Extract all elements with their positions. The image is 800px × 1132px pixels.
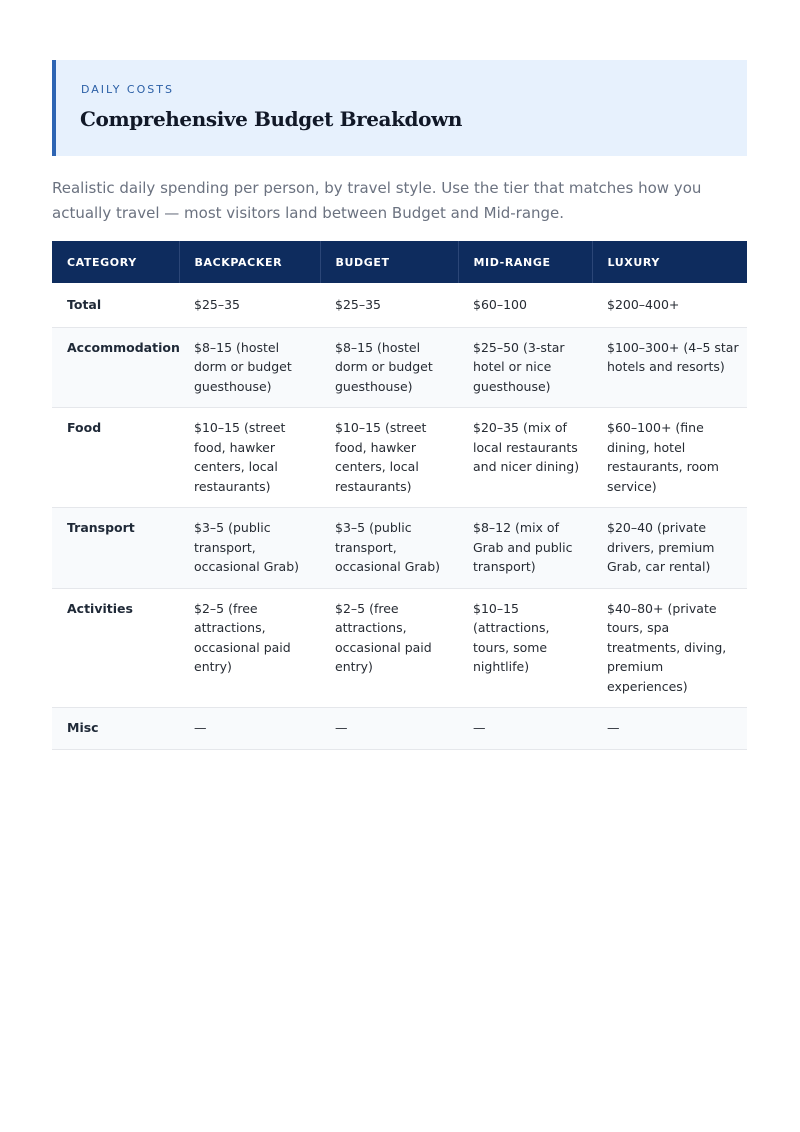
section-title: Comprehensive Budget Breakdown [80, 107, 463, 131]
header-category: CATEGORY [52, 241, 179, 283]
cell-budget: — [320, 708, 458, 750]
table-header [52, 241, 747, 283]
row-category: Food [52, 408, 179, 508]
cell-backpacker: $3–5 (public transport, occasional Grab) [179, 508, 320, 589]
cell-budget: $2–5 (free attractions, occasional paid entry) [320, 588, 458, 708]
cell-luxury: $20–40 (private drivers, premium Grab, car rental) [592, 508, 747, 589]
row-category: Activities [52, 588, 179, 708]
row-category: Transport [52, 508, 179, 589]
budget-table [52, 241, 747, 750]
table-row [52, 327, 747, 408]
table-body [52, 283, 747, 749]
header-luxury: LUXURY [592, 241, 747, 283]
cell-backpacker: — [179, 708, 320, 750]
header-mid-range: MID-RANGE [458, 241, 592, 283]
header-budget: BUDGET [320, 241, 458, 283]
cell-budget: $10–15 (street food, hawker centers, local restaurants) [320, 408, 458, 508]
row-category: Misc [52, 708, 179, 750]
cell-mid-range: $25–50 (3-star hotel or nice guesthouse) [458, 327, 592, 408]
table-row [52, 588, 747, 708]
cell-backpacker: $8–15 (hostel dorm or budget guesthouse) [179, 327, 320, 408]
cell-budget: $3–5 (public transport, occasional Grab) [320, 508, 458, 589]
cell-luxury: $200–400+ [592, 283, 747, 327]
cell-budget: $8–15 (hostel dorm or budget guesthouse) [320, 327, 458, 408]
cell-luxury: $100–300+ (4–5 star hotels and resorts) [592, 327, 747, 408]
cell-mid-range: $10–15 (attractions, tours, some nightlife) [458, 588, 592, 708]
cell-mid-range: — [458, 708, 592, 750]
cell-mid-range: $20–35 (mix of local restaurants and nicer dining) [458, 408, 592, 508]
cell-luxury: $40–80+ (private tours, spa treatments, diving, premium experiences) [592, 588, 747, 708]
intro-paragraph: Realistic daily spending per person, by travel style. Use the tier that matches how you actually travel — most visitors land between Budget and Mid-range. [52, 179, 702, 222]
cell-backpacker: $2–5 (free attractions, occasional paid entry) [179, 588, 320, 708]
cell-backpacker: $25–35 [179, 283, 320, 327]
table-row [52, 708, 747, 750]
cell-mid-range: $8–12 (mix of Grab and public transport) [458, 508, 592, 589]
table-row [52, 408, 747, 508]
table-row [52, 508, 747, 589]
section-eyebrow: DAILY COSTS [81, 83, 174, 96]
row-category: Total [52, 283, 179, 327]
cell-backpacker: $10–15 (street food, hawker centers, local restaurants) [179, 408, 320, 508]
row-category: Accommodation [52, 327, 179, 408]
cell-luxury: — [592, 708, 747, 750]
cell-budget: $25–35 [320, 283, 458, 327]
header-backpacker: BACKPACKER [179, 241, 320, 283]
cell-mid-range: $60–100 [458, 283, 592, 327]
cell-luxury: $60–100+ (fine dining, hotel restaurants, room service) [592, 408, 747, 508]
section-header-callout [52, 60, 747, 156]
table-row [52, 283, 747, 327]
header-row [52, 241, 747, 283]
